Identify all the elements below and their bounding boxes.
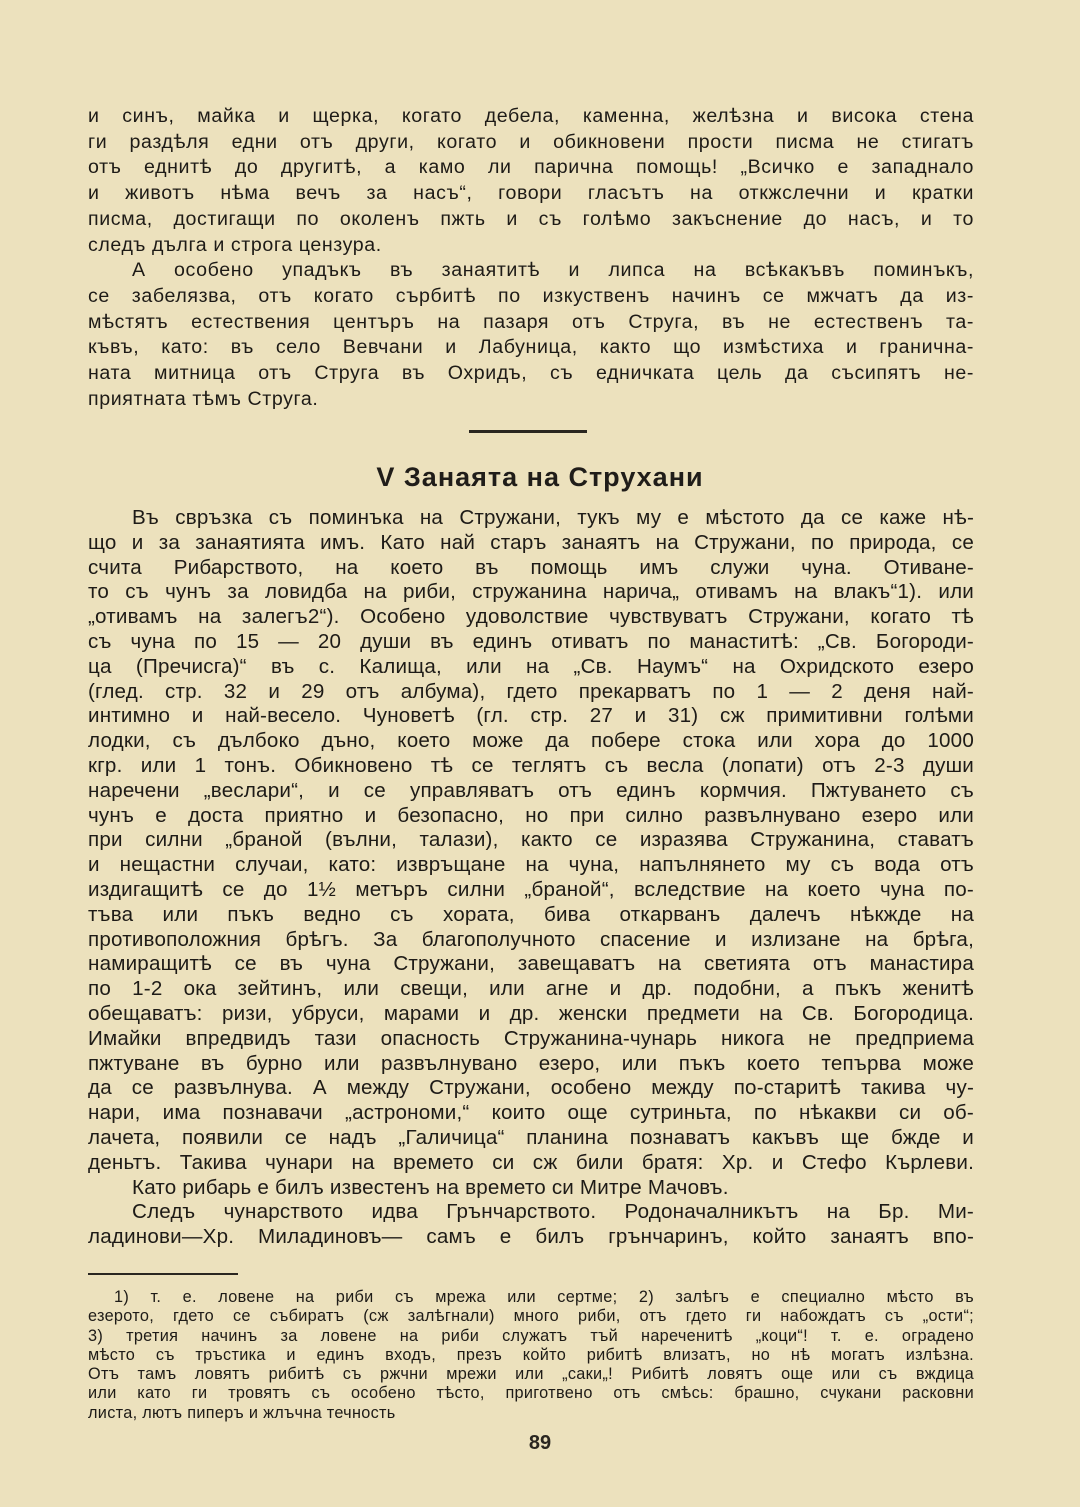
text-line: що и за занаятията имъ. Като най старъ занаятъ на Стружани, по природа, се xyxy=(88,530,974,554)
text-line: нари, има познавачи „астрономи,“ които още сутриньта, по нѣкакви си об- xyxy=(88,1101,974,1125)
text-line: отъ еднитѣ до другитѣ, а камо ли парична помощь! „Всичко е западнало xyxy=(88,156,974,179)
text-line: лодки, съ дълбоко дъно, което може да побере стока или хора до 1000 xyxy=(88,729,974,753)
text-line: деньтъ. Такива чунари на времето си сж били братя: Хр. и Стефо Кърлеви. xyxy=(88,1150,974,1174)
text-line: ната митница отъ Струга въ Охридъ, съ едничката цель да съсипятъ не- xyxy=(88,362,974,385)
text-line: да се развълнува. А между Стружани, особено между по-старитѣ такива чу- xyxy=(88,1076,974,1100)
text-line: лачета, появили се надъ „Галичица“ планина познаватъ какъвъ ще бжде и xyxy=(88,1125,974,1149)
text-line: Имайки впредвидъ тази опасность Стружанина-чунарь никога не предприема xyxy=(88,1026,974,1050)
text-line: и животъ нѣма вечъ за насъ“, говори гласътъ на откжслечни и кратки xyxy=(88,182,974,205)
text-line: чунъ е доста приятно и безопасно, но при силно развълнувано езеро или xyxy=(88,803,974,827)
text-line: наречени „веслари“, и се управляватъ отъ единъ кормчия. Пжтуването съ xyxy=(88,778,974,802)
section-body xyxy=(88,506,974,1250)
text-line: и нещастни случаи, като: извръщане на чуна, напълнянето му съ вода отъ xyxy=(88,853,974,877)
text-line: следъ дълга и строга цензура. xyxy=(88,233,382,256)
footnote-divider xyxy=(88,1273,238,1275)
text-line: ги раздѣля едни отъ други, когато и обикновени прости писма не стигатъ xyxy=(88,130,974,153)
text-line: и синъ, майка и щерка, когато дебела, каменна, желѣзна и висока стена xyxy=(88,105,974,127)
text-line: се забелязва, отъ когато сърбитѣ по изкуственъ начинъ се мжчатъ да из- xyxy=(88,284,974,307)
text-line: тъва или пъкъ ведно съ хората, бива откарванъ далечъ нѣкжде на xyxy=(88,902,974,926)
text-line: Следъ чунарството идва Грънчарството. Родоначалникътъ на Бр. Ми- xyxy=(132,1200,974,1224)
text-line: приятната тѣмъ Струга. xyxy=(88,387,319,410)
text-line: по 1-2 ока зейтинъ, или свещи, или агне и др. подобни, а пъкъ женитѣ xyxy=(88,977,974,1001)
text-line: съ чуна по 15 — 20 души въ единъ отиватъ по манаститѣ: „Св. Богороди- xyxy=(88,629,974,653)
text-line: мѣстятъ естествения центъръ на пазаря отъ Струга, въ не естественъ та- xyxy=(88,310,974,333)
continued-paragraph xyxy=(88,104,974,412)
text-line: къвъ, като: въ село Вевчани и Лабуница, както що измѣстиха и гранична- xyxy=(88,336,974,359)
section-title: V Занаята на Струхани xyxy=(376,462,704,492)
footnote-line: или като ги тровятъ съ особено тѣсто, приготвено отъ смѣсь: брашно, счукани расковни xyxy=(88,1384,974,1403)
text-line: счита Рибарството, на което въ помощь имъ служи чуна. Отиване- xyxy=(88,555,974,579)
text-line: издигащитѣ се до 1½ метъръ силни „браной“, вследствие на което чуна по- xyxy=(88,877,974,901)
text-line: обещаватъ: ризи, убруси, марами и др. женски предмети на Св. Богородица. xyxy=(88,1001,974,1025)
text-line: то съ чунъ за ловидба на риби, стружанина нарича„ отивамъ на влакъ“1). или xyxy=(88,580,974,604)
footnote-line: 1) т. е. ловене на риби съ мрежа или сертме; 2) залѣгъ е специално мѣсто въ xyxy=(114,1288,974,1306)
text-line: пжтуване въ бурно или развълнувано езеро, или пъкъ което тепърва може xyxy=(88,1051,974,1075)
text-line: Като рибарь е билъ известенъ на времето си Митре Мачовъ. xyxy=(132,1175,729,1199)
text-line: ладинови—Хр. Миладиновъ— самъ е билъ грънчаринъ, който занаятъ впо- xyxy=(88,1225,974,1249)
text-line: при силни „браной (вълни, талази), както се изразява Стружанина, ставатъ xyxy=(88,828,974,852)
text-line: противоположния брѣгъ. За благополучното спасение и излизане на брѣга, xyxy=(88,927,974,951)
footnote-line: мѣсто съ тръстика и единъ входъ, презъ който рибитѣ влизатъ, но нѣ могатъ излѣзна. xyxy=(88,1345,974,1364)
text-line: Въ свръзка съ поминъка на Стружани, тукъ му е мѣстото да се каже нѣ- xyxy=(132,506,974,529)
section-divider xyxy=(469,430,587,433)
page-number: 89 xyxy=(528,1432,552,1454)
text-line: намиращитѣ се въ чуна Стружани, завещаватъ на светията отъ манастира xyxy=(88,952,974,976)
footnote-line: 3) третия начинъ за ловене на риби служатъ тъй нареченитѣ „коци“! т. е. оградено xyxy=(88,1326,974,1345)
footnote-line: Отъ тамъ ловятъ рибитѣ съ ржчни мрежи или „саки„! Рибитѣ ловятъ още или съ вждица xyxy=(88,1365,974,1384)
footnote-line: езерото, гдето се събиратъ (сж залѣгнали) много риби, отъ гдето ги набождатъ съ „ости“; xyxy=(88,1307,974,1326)
text-line: А особено упадъкъ въ занаятитѣ и липса на всѣкакъвъ поминъкъ, xyxy=(132,259,974,282)
footnote-line: листа, лютъ пиперъ и жлъчна течность xyxy=(88,1403,396,1422)
footnotes xyxy=(88,1288,974,1423)
text-line: „отивамъ на залегъ2“). Особено удоволствие чувствуватъ Стружани, когато тѣ xyxy=(88,605,974,629)
text-line: интимно и най-весело. Чуноветѣ (гл. стр. 27 и 31) сж примитивни голѣми xyxy=(88,704,974,728)
text-line: писма, достигащи по околенъ пжть и съ голѣмо закъснение до насъ, и то xyxy=(88,207,974,230)
text-line: (глед. стр. 32 и 29 отъ албума), гдето прекарватъ по 1 — 2 деня най- xyxy=(88,679,974,703)
text-line: ца (Пречисга)“ въ с. Калища, или на „Св. Наумъ“ на Охридското езеро xyxy=(88,654,974,678)
text-line: кгр. или 1 тонъ. Обикновено тѣ се теглятъ съ весла (лопати) отъ 2-3 души xyxy=(88,753,974,777)
